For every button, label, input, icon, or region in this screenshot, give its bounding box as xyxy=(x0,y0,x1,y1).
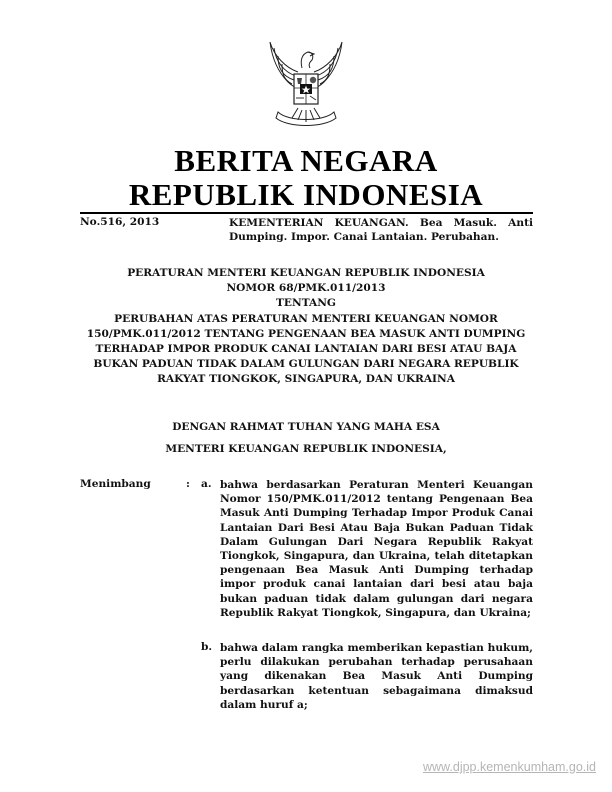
preamble-line: DENGAN RAHMAT TUHAN YANG MAHA ESA xyxy=(172,421,440,433)
title-line: TERHADAP IMPOR PRODUK CANAI LANTAIAN DARI BESI ATAU BAJA xyxy=(95,343,517,356)
masthead-title-line1: BERITA NEGARA xyxy=(174,143,438,178)
garuda-emblem-icon xyxy=(258,38,354,134)
consideration-item: bahwa dalam rangka memberikan kepastian hukum, perlu dilakukan perubahan terhadap perusahaan yang dikenakan Bea Masuk Anti Dumping berdasarkan ketentuan sebagaimana dimaksud dalam huruf a; xyxy=(220,642,533,711)
title-line: PERATURAN MENTERI KEUANGAN REPUBLIK INDONESIA xyxy=(127,267,485,279)
item-letter: b. xyxy=(201,641,213,653)
preamble xyxy=(70,416,542,460)
preamble-line: MENTERI KEUANGAN REPUBLIK INDONESIA, xyxy=(165,443,447,455)
title-line: RAKYAT TIONGKOK, SINGAPURA, DAN UKRAINA xyxy=(157,373,455,386)
title-line: TENTANG xyxy=(276,297,336,310)
regulation-title xyxy=(70,266,542,388)
header-divider xyxy=(80,212,533,214)
title-line: PERUBAHAN ATAS PERATURAN MENTERI KEUANGAN NOMOR xyxy=(114,312,498,325)
title-line: 150/PMK.011/2012 TENTANG PENGENAAN BEA MASUK ANTI DUMPING xyxy=(86,327,526,340)
item-letter: a. xyxy=(201,478,212,490)
consideration-item: bahwa berdasarkan Peraturan Menteri Keuangan Nomor 150/PMK.011/2012 tentang Pengenaan Bea Masuk Anti Dumping Terhadap Impor Produk Canai Lantaian Dari Besi Atau Baja Bukan Paduan Tidak Dalam Gulungan Dari Negara Republik Rakyat Tiongkok, Singapura, dan Ukraina, telah ditetapkan pengenaan Bea Masuk Anti Dumping terhadap impor produk canai lantaian dari besi atau baja bukan paduan tidak dalam gulungan dari negara Republik Rakyat Tiongkok, Singapura, dan Ukraina; xyxy=(220,479,533,619)
title-line: BUKAN PADUAN TIDAK DALAM GULUNGAN DARI NEGARA REPUBLIK xyxy=(93,358,519,371)
masthead-title-line2: REPUBLIK INDONESIA xyxy=(128,177,484,212)
issue-subject: KEMENTERIAN KEUANGAN. Bea Masuk. Anti Dumping. Impor. Canai Lantaian. Perubahan. xyxy=(229,217,533,243)
considerations-colon: : xyxy=(186,478,190,490)
issue-number: No.516, 2013 xyxy=(80,216,160,228)
footer-website-link[interactable]: www.djpp.kemenkumham.go.id xyxy=(423,760,596,774)
considerations-label: Menimbang xyxy=(80,478,151,490)
title-line: NOMOR 68/PMK.011/2013 xyxy=(226,282,386,295)
